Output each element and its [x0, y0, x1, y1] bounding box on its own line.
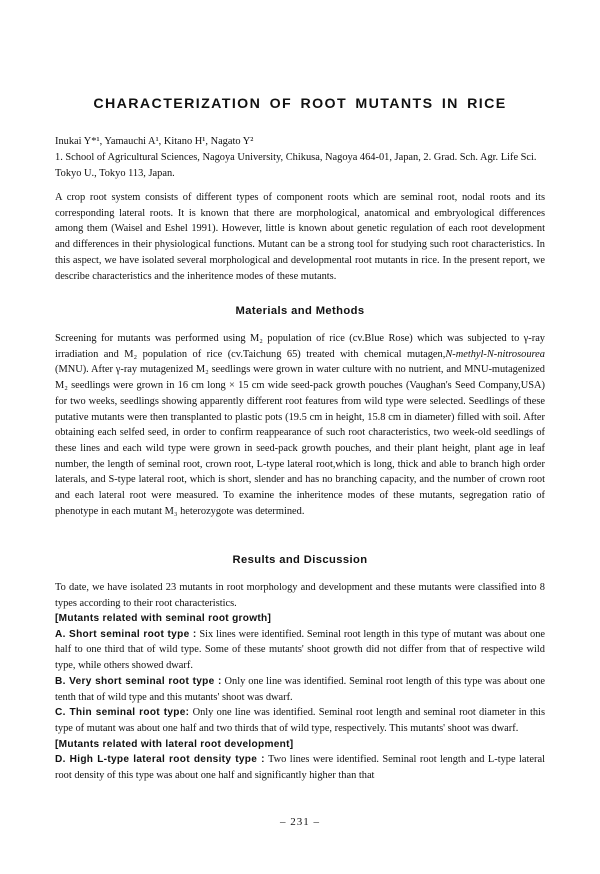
type-a-label: A. Short seminal root type : [55, 628, 197, 640]
type-c-text: Only one line was identified. Seminal root length and seminal root diameter in this type of mutant was about one half and two thirds that of wild type, respectively. This mutants' shoot was dwarf. [55, 707, 545, 734]
results-heading: Results and Discussion [232, 554, 368, 566]
group-heading-seminal [55, 611, 545, 627]
type-b-item [55, 674, 545, 705]
affiliations: 1. School of Agricultural Sciences, Nagoya University, Chikusa, Nagoya 464-01, Japan, 2. Grad. Sch. Agr. Life Sci. Tokyo U., Tokyo 113, Japan. [55, 152, 537, 179]
methods-paragraph [55, 331, 545, 519]
group-heading-lateral [55, 737, 545, 753]
type-d-item [55, 752, 545, 783]
intro-paragraph: A crop root system consists of different types of component roots which are seminal root, nodal roots and its corresponding lateral roots. It is known that there are morphological, anatomical and embryological differences among them (Waisel and Eshel 1991). However, little is known about genetic regulation of each root development and differences in their physiological functions. Mutant can be a strong tool for studying such root characteristics. In this aspect, we have isolated several morphological and developmental root mutants in rice. In the present report, we describe characteristics and the inheritence modes of these mutants. [55, 192, 545, 282]
author-list: Inukai Y*¹, Yamauchi A¹, Kitano H¹, Nagato Y² [55, 136, 254, 147]
chemical-name: N-methyl-N-nitrosourea [445, 348, 545, 360]
group-label-lateral: [Mutants related with lateral root development] [55, 738, 294, 750]
type-b-label: B. Very short seminal root type : [55, 675, 222, 687]
methods-heading: Materials and Methods [235, 305, 365, 317]
methods-text-1: Screening for mutants was performed using M₂ population of rice (cv.Blue Rose) which was subjected to γ-ray irradiation and M₂ population of rice (cv.Taichung 65) treated with chemical mutagen, [55, 333, 545, 360]
results-intro: To date, we have isolated 23 mutants in root morphology and development and these mutants were classified into 8 types according to their root characteristics. [55, 582, 545, 609]
type-a-text: Six lines were identified. Seminal root length in this type of mutant was about one half to one third that of wild type. Some of these mutants' shoot growth did not differ from that of respective wild type, while others showed dwarf. [55, 628, 546, 672]
type-c-item [55, 705, 545, 736]
type-b-text: Only one line was identified. Seminal root length of this type was about one tenth that of wild type and this mutants' shoot was dwarf. [55, 675, 545, 703]
type-a-item [55, 627, 545, 674]
group-label-seminal: [Mutants related with seminal root growth] [55, 613, 272, 624]
type-d-label: D. High L-type lateral root density type : [55, 754, 265, 766]
paper-title: CHARACTERIZATION OF ROOT MUTANTS IN RICE [93, 96, 507, 112]
type-c-label: C. Thin seminal root type: [55, 707, 190, 719]
type-d-text: Two lines were identified. Seminal root length and L-type lateral root density of this type was about one half and significantly higher than that [55, 754, 546, 782]
page-number: – 231 – [280, 816, 320, 828]
methods-text-2: (MNU). After γ-ray mutagenized M₂ seedlings were grown in water culture with no nutrient, and MNU-mutagenized M₂ seedlings were grown in 16 cm long × 15 cm wide seed-pack growth pouches (Vaughan's Seed Company,USA) for two weeks, seedlings showing apparently different root features from wild type were selected. Seedlings of these putative mutants were then transplanted to plastic pots (19.5 cm in height, 15.8 cm in diameter) filled with soil. After obtaining each selfed seed, in order to confirm reappearance of such root characteristics, two week-old seedlings of these lines and each wild type were grown in seed-pack growth pouches, and their plant height, plant age in leaf number, the length of seminal root, crown root, L-type lateral root,which is long, thick and able to branch high order laterals, and S-type lateral root, which is short, slender and has no branching capacity, and the number of crown root and each lateral root were measured. To examine the inheritence modes of these mutants, segregation ratio of phenotype in each mutant M₃ heterozygote was determined. [55, 364, 545, 517]
results-body [55, 611, 545, 784]
